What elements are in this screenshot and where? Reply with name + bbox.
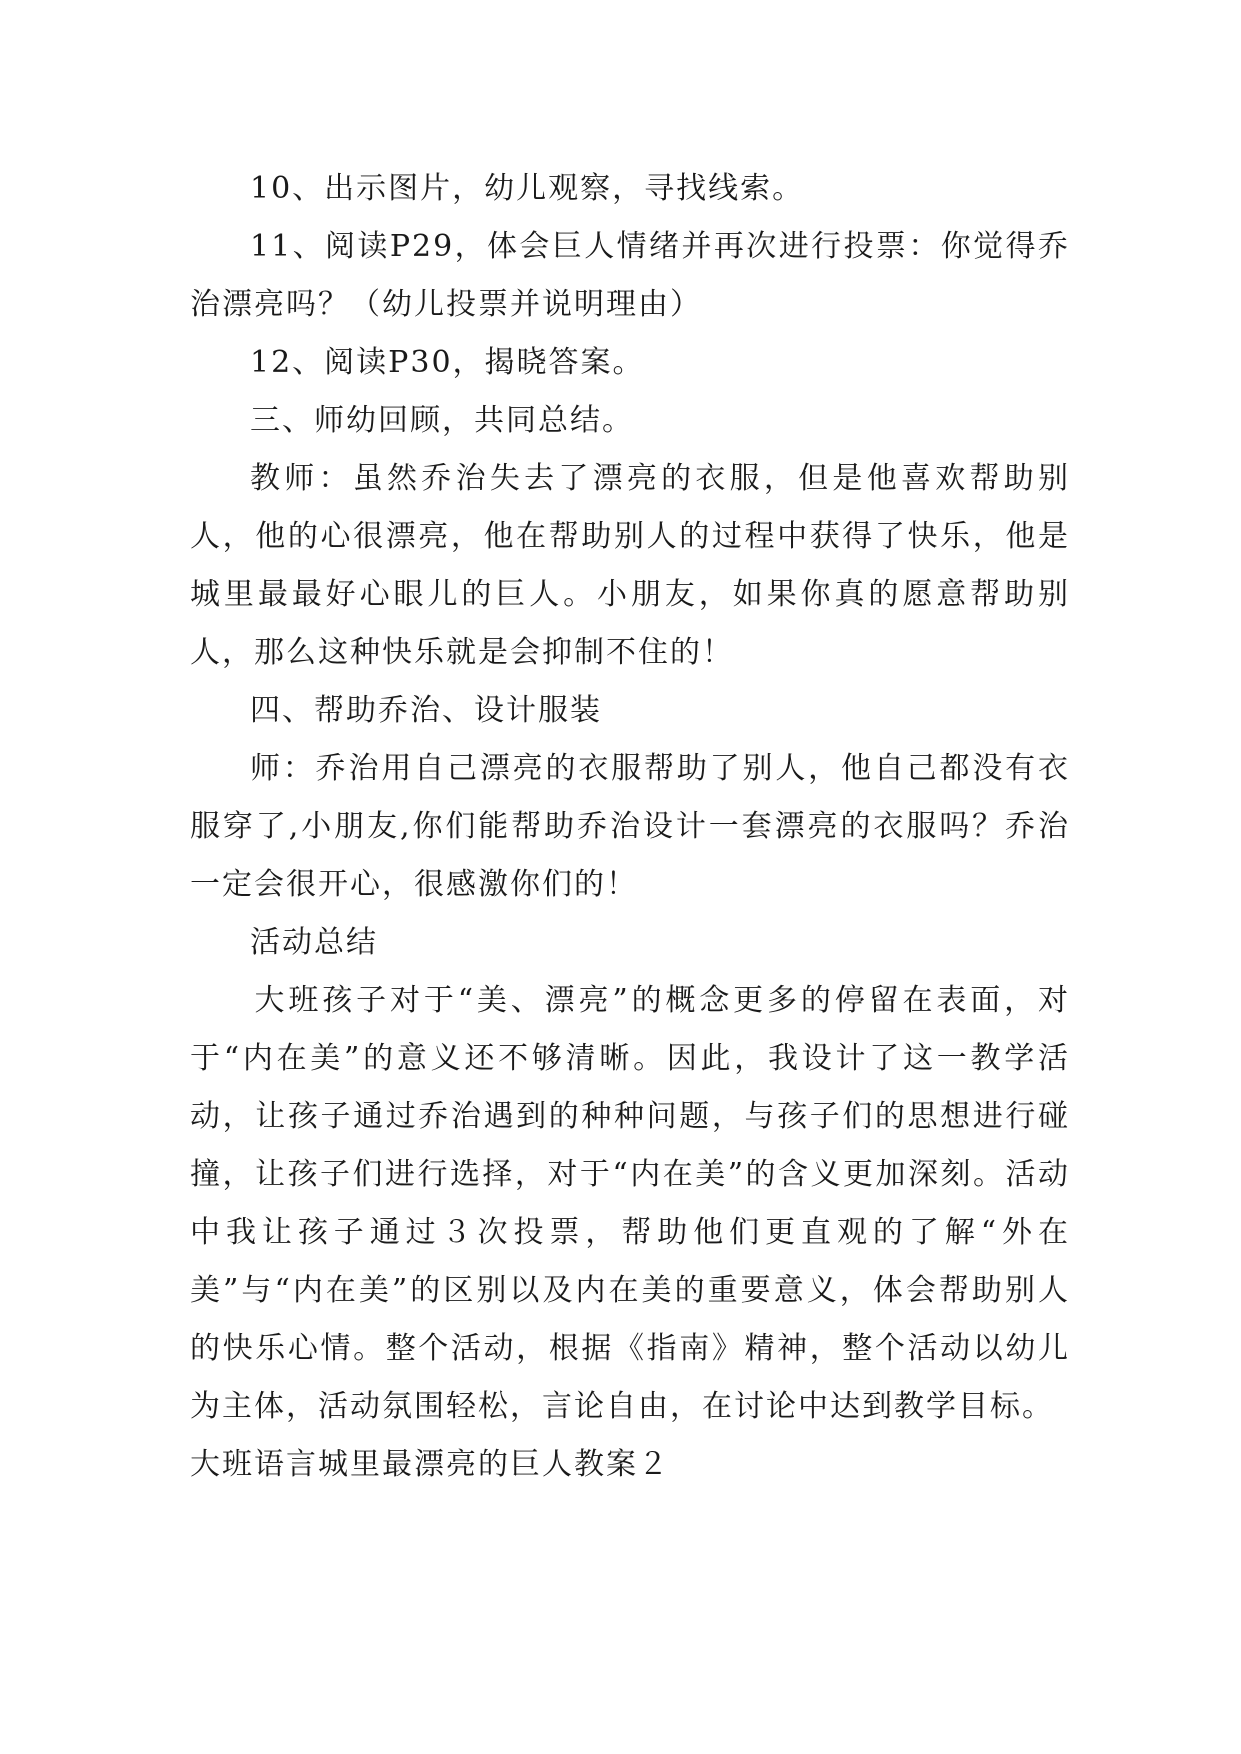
paragraph-step-12: 12、阅读P30，揭晓答案。	[250, 345, 645, 380]
paragraph-step-11: 11、阅读P29，体会巨人情绪并再次进行投票：你觉得乔治漂亮吗？（幼儿投票并说明理由）	[190, 229, 1070, 322]
paragraph-teacher-design: 师：乔治用自己漂亮的衣服帮助了别人，他自己都没有衣服穿了,小朋友,你们能帮助乔治设计一套漂亮的衣服吗？乔治一定会很开心，很感激你们的！	[190, 751, 1070, 902]
next-lesson-heading: 大班语言城里最漂亮的巨人教案２	[190, 1447, 670, 1482]
section-heading-activity-summary: 活动总结	[250, 925, 378, 960]
section-heading-review: 三、师幼回顾，共同总结。	[250, 403, 634, 438]
section-heading-design: 四、帮助乔治、设计服装	[250, 693, 602, 728]
paragraph-teacher-summary: 教师：虽然乔治失去了漂亮的衣服，但是他喜欢帮助别人，他的心很漂亮，他在帮助别人的过程中获得了快乐，他是城里最最好心眼儿的巨人。小朋友，如果你真的愿意帮助别人，那么这种快乐就是会抑制不住的！	[190, 461, 1070, 670]
document-body	[190, 160, 1070, 1494]
paragraph-step-10: 10、出示图片，幼儿观察，寻找线索。	[250, 171, 805, 206]
paragraph-activity-summary: 大班孩子对于“美、漂亮”的概念更多的停留在表面，对于“内在美”的意义还不够清晰。因此，我设计了这一教学活动，让孩子通过乔治遇到的种种问题，与孩子们的思想进行碰撞，让孩子们进行选择，对于“内在美”的含义更加深刻。活动中我让孩子通过３次投票，帮助他们更直观的了解“外在美”与“内在美”的区别以及内在美的重要意义，体会帮助别人的快乐心情。整个活动，根据《指南》精神，整个活动以幼儿为主体，活动氛围轻松，言论自由，在讨论中达到教学目标。	[190, 983, 1070, 1424]
